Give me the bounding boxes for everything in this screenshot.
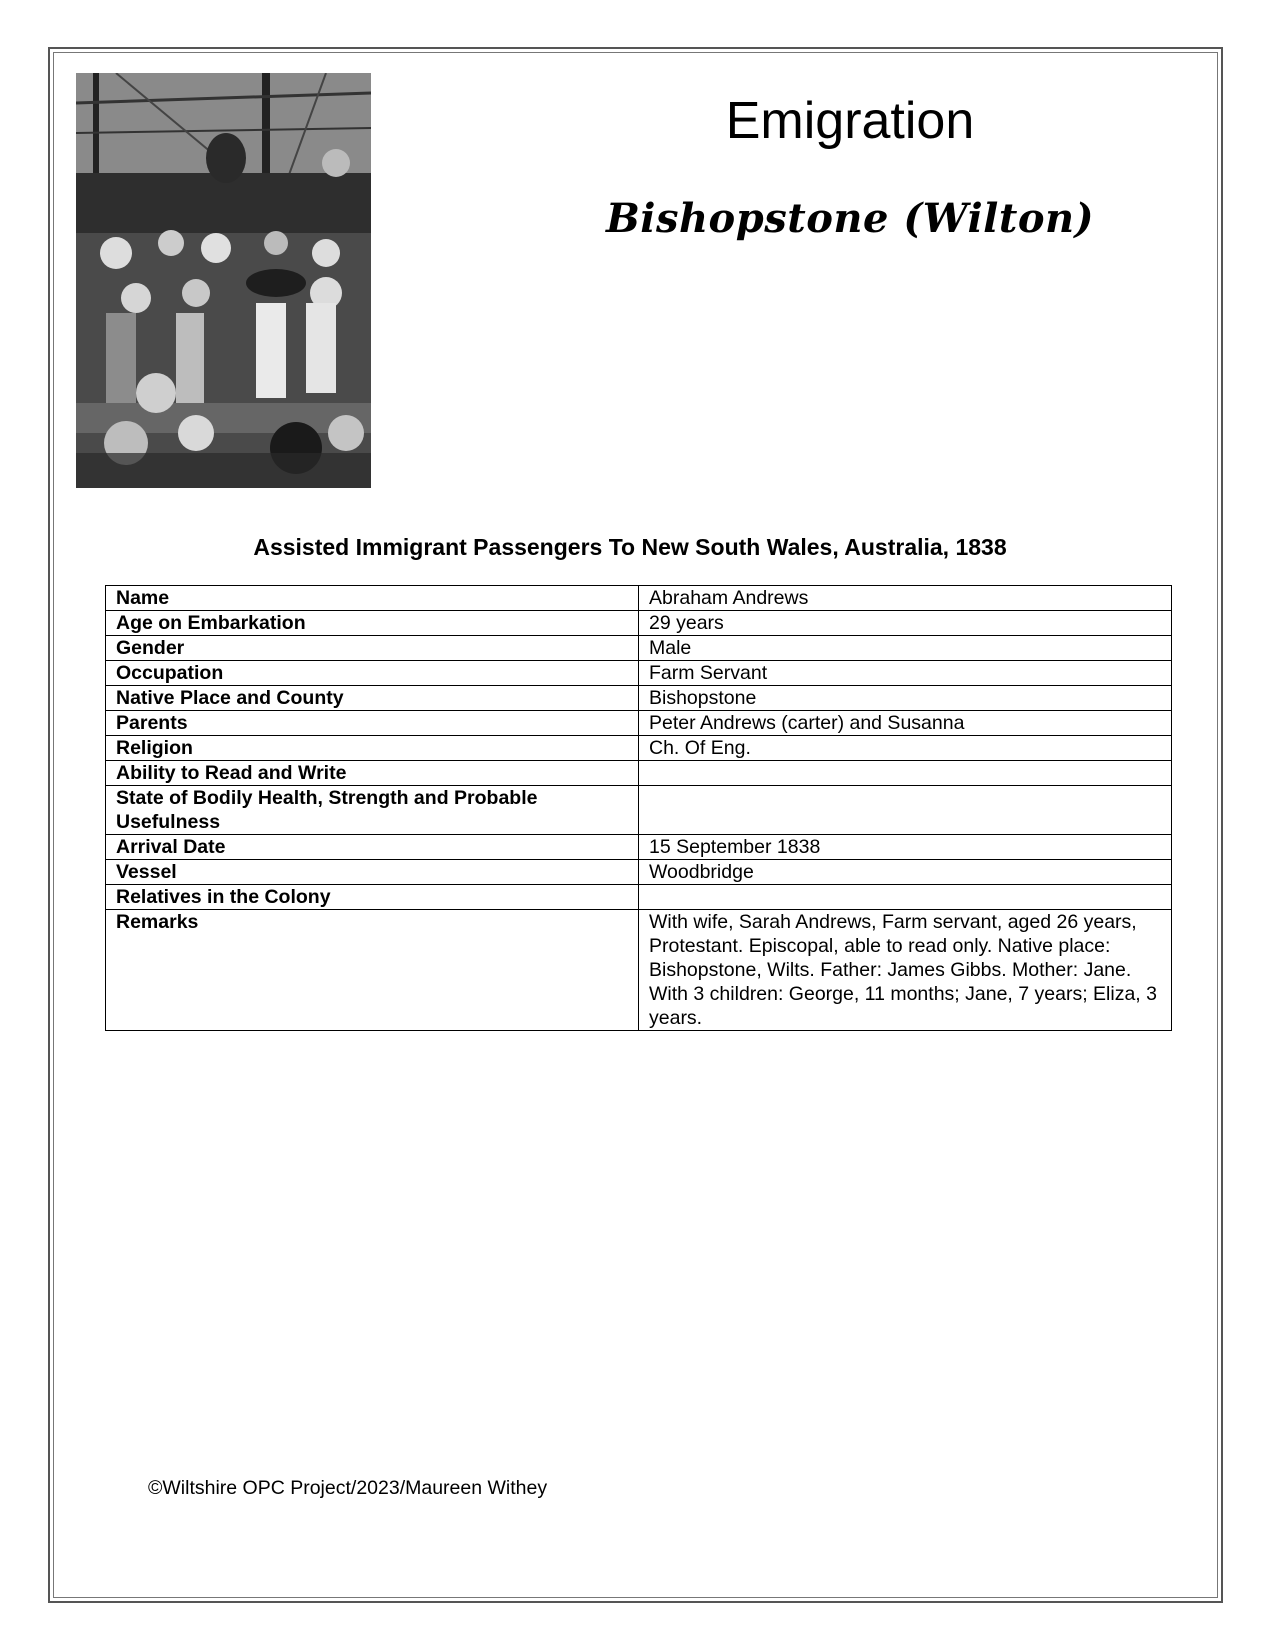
row-label: Religion xyxy=(106,736,639,761)
row-label: Native Place and County xyxy=(106,686,639,711)
row-label: Occupation xyxy=(106,661,639,686)
table-row xyxy=(106,686,1172,711)
row-value: Woodbridge xyxy=(639,860,1172,885)
row-value xyxy=(639,885,1172,910)
table-row xyxy=(106,611,1172,636)
table-row xyxy=(106,586,1172,611)
crowd-on-deck-picture xyxy=(76,73,371,488)
row-label: Age on Embarkation xyxy=(106,611,639,636)
row-value: 29 years xyxy=(639,611,1172,636)
row-label: Name xyxy=(106,586,639,611)
row-value: With wife, Sarah Andrews, Farm servant, aged 26 years, Protestant. Episcopal, able to read only. Native place: Bishopstone, Wilts. Father: James Gibbs. Mother: Jane. With 3 children: George, 11 months; Jane, 7 years; Eliza, 3 years. xyxy=(639,910,1172,1031)
table-row xyxy=(106,661,1172,686)
emigrants-ship-deck-illustration xyxy=(76,73,371,488)
table-row xyxy=(106,636,1172,661)
table-row xyxy=(106,711,1172,736)
copyright-footer: ©Wiltshire OPC Project/2023/Maureen Withey xyxy=(148,1477,548,1499)
row-label: Gender xyxy=(106,636,639,661)
table-row xyxy=(106,860,1172,885)
row-label: Arrival Date xyxy=(106,835,639,860)
table-row xyxy=(106,786,1172,835)
document-subtitle: Bishopstone (Wilton) xyxy=(605,195,1095,242)
table-row xyxy=(106,910,1172,1031)
row-label: Remarks xyxy=(106,910,639,1031)
row-label: Vessel xyxy=(106,860,639,885)
table-row xyxy=(106,761,1172,786)
table-row xyxy=(106,736,1172,761)
table-row xyxy=(106,835,1172,860)
row-label: Parents xyxy=(106,711,639,736)
row-label: Relatives in the Colony xyxy=(106,885,639,910)
table-row xyxy=(106,885,1172,910)
row-value xyxy=(639,786,1172,835)
row-value: 15 September 1838 xyxy=(639,835,1172,860)
row-value: Bishopstone xyxy=(639,686,1172,711)
record-heading: Assisted Immigrant Passengers To New South Wales, Australia, 1838 xyxy=(253,534,1007,560)
row-value: Farm Servant xyxy=(639,661,1172,686)
row-value: Ch. Of Eng. xyxy=(639,736,1172,761)
row-value: Male xyxy=(639,636,1172,661)
row-value xyxy=(639,761,1172,786)
document-title: Emigration xyxy=(725,92,975,150)
row-value: Abraham Andrews xyxy=(639,586,1172,611)
row-value: Peter Andrews (carter) and Susanna xyxy=(639,711,1172,736)
row-label: State of Bodily Health, Strength and Probable Usefulness xyxy=(106,786,639,835)
row-label: Ability to Read and Write xyxy=(106,761,639,786)
passenger-record-table xyxy=(105,585,1172,1031)
